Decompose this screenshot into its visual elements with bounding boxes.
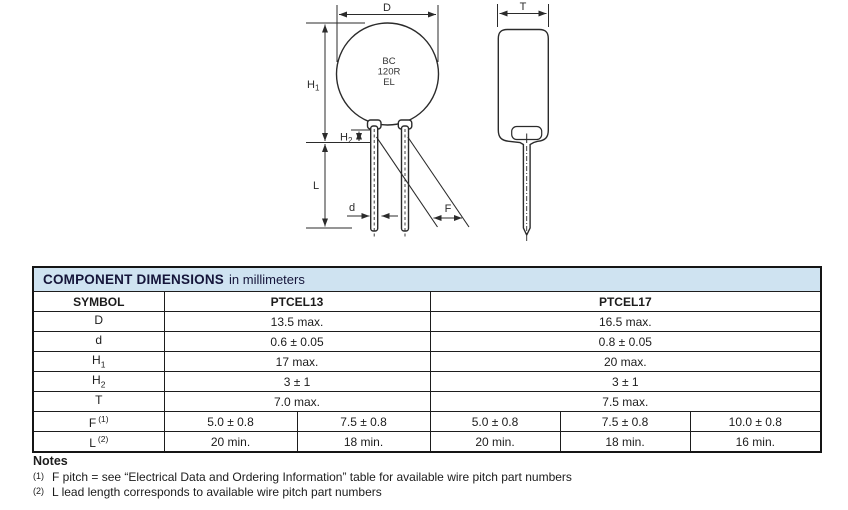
value-cell: 3 ± 1 — [164, 372, 430, 392]
dim-label-h2: $H_2$ — [340, 131, 353, 145]
notes-heading: Notes — [33, 454, 68, 468]
dim-label-d-small: d — [348, 202, 356, 214]
table-title-cell — [33, 267, 821, 292]
value-cell: 16 min. — [690, 432, 821, 453]
dim-label-l: L — [312, 180, 320, 192]
table-row — [33, 332, 821, 352]
table-row — [33, 352, 821, 372]
value-cell: 0.6 ± 0.05 — [164, 332, 430, 352]
column-header-ptcel17: PTCEL17 — [430, 292, 821, 312]
value-cell: 17 max. — [164, 352, 430, 372]
note-text: F pitch = see “Electrical Data and Ordering Information” table for available wire pitch part numbers — [52, 470, 572, 484]
front-view-body — [337, 23, 439, 231]
value-cell: 10.0 ± 0.8 — [690, 412, 821, 432]
value-cell: 7.5 max. — [430, 392, 821, 412]
table-title-units: in millimeters — [229, 272, 305, 287]
symbol-cell: $H_2$ — [33, 372, 164, 392]
table-title-row — [33, 267, 821, 292]
symbol-cell: L $^{(2)}$ — [33, 432, 164, 453]
notes-section — [33, 454, 823, 500]
value-cell: 18 min. — [560, 432, 690, 453]
value-cell: 5.0 ± 0.8 — [164, 412, 297, 432]
dim-label-h1: $H_1$ — [307, 79, 320, 93]
column-header-symbol: SYMBOL — [33, 292, 164, 312]
value-cell: 7.5 ± 0.8 — [560, 412, 690, 432]
value-cell: 5.0 ± 0.8 — [430, 412, 560, 432]
table-row — [33, 312, 821, 332]
dim-label-d: D — [383, 2, 391, 14]
table-row — [33, 432, 821, 453]
table-row — [33, 412, 821, 432]
symbol-cell: $H_1$ — [33, 352, 164, 372]
disc-marking-line-1: BC — [382, 56, 396, 67]
value-cell: 13.5 max. — [164, 312, 430, 332]
value-cell: 0.8 ± 0.05 — [430, 332, 821, 352]
symbol-cell: d — [33, 332, 164, 352]
column-header-ptcel13: PTCEL13 — [164, 292, 430, 312]
f-pitch-lines — [377, 137, 470, 227]
value-cell: 20 min. — [430, 432, 560, 453]
symbol-cell: F $^{(1)}$ — [33, 412, 164, 432]
f-diagonal-right — [408, 137, 469, 227]
note-marker: (1) — [33, 471, 44, 481]
table-header-row — [33, 292, 821, 312]
note-marker: (2) — [33, 486, 44, 496]
table-row — [33, 392, 821, 412]
value-cell: 20 max. — [430, 352, 821, 372]
note-item — [33, 485, 823, 500]
value-cell: 3 ± 1 — [430, 372, 821, 392]
dim-label-t: T — [519, 1, 527, 13]
side-view — [498, 4, 549, 243]
table-title: COMPONENT DIMENSIONS — [43, 272, 225, 287]
value-cell: 18 min. — [297, 432, 430, 453]
note-text: L lead length corresponds to available wire pitch part numbers — [52, 485, 382, 499]
symbol-cell: D — [33, 312, 164, 332]
table-row — [33, 372, 821, 392]
lead-center-lines — [374, 129, 405, 239]
note-item — [33, 470, 823, 485]
component-dimensions-table — [32, 266, 822, 453]
value-cell: 7.0 max. — [164, 392, 430, 412]
symbol-cell: T — [33, 392, 164, 412]
dim-label-f: F — [444, 203, 452, 215]
value-cell: 16.5 max. — [430, 312, 821, 332]
value-cell: 7.5 ± 0.8 — [297, 412, 430, 432]
disc-marking-line-3: EL — [383, 77, 395, 88]
disc-marking-line-2: 120R — [377, 66, 401, 78]
value-cell: 20 min. — [164, 432, 297, 453]
